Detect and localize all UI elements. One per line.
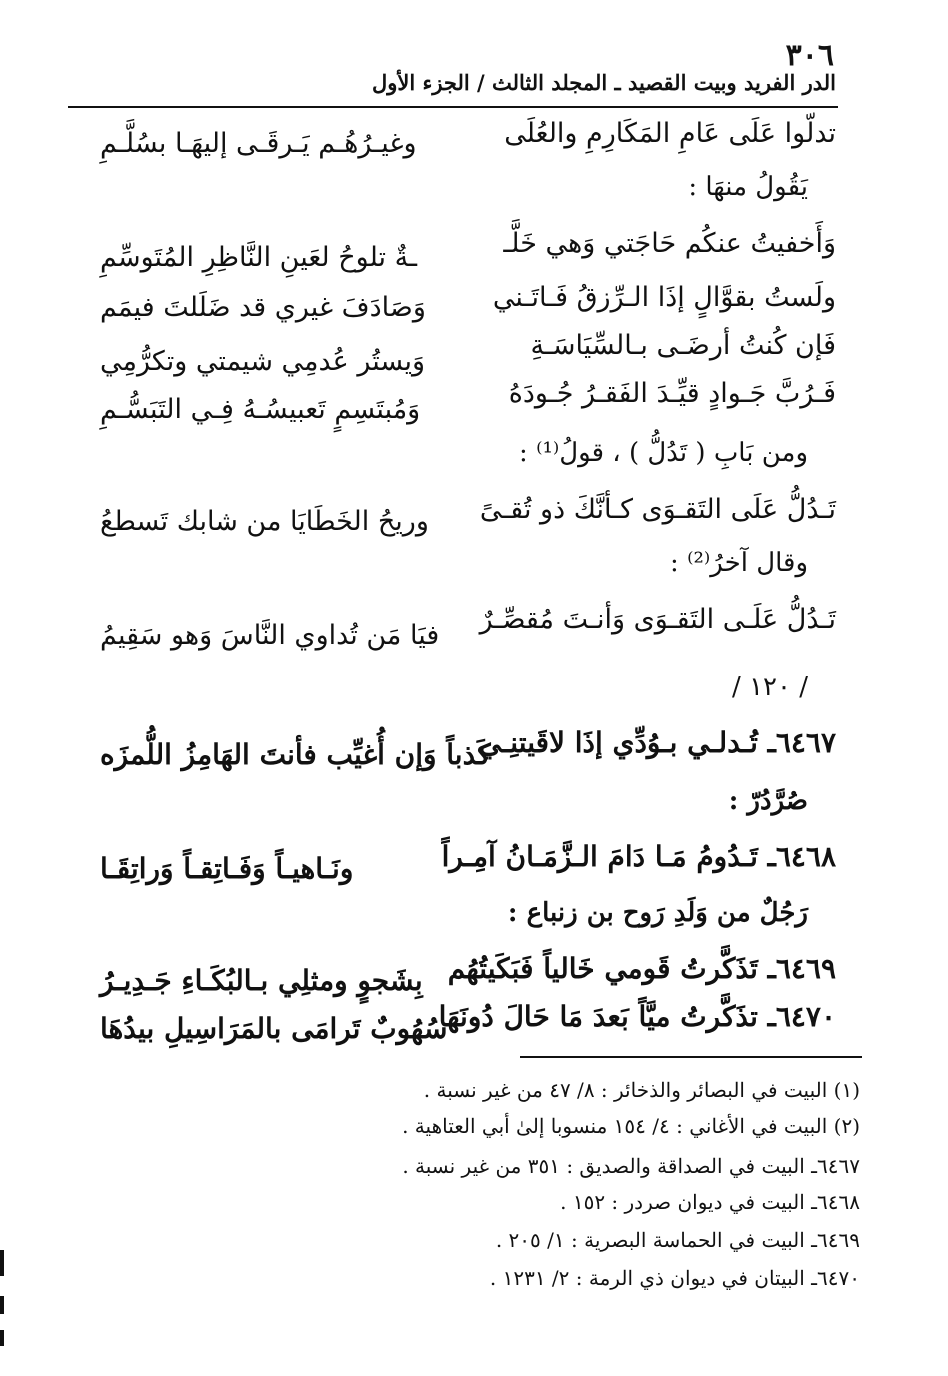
verse-7-first-hemistich: تَـدُلُّ عَلَـى التَقـوَى وَأنـتَ مُقصِّـرٌ bbox=[479, 604, 836, 635]
verse-5-first-hemistich: فَـرُبَّ جَـوادٍ قيِّـدَ الفَقـرُ جُـودَهُ bbox=[508, 378, 836, 409]
verse-6-second-hemistich: وريحُ الخَطَايَا من شابك تَسطعُ bbox=[100, 506, 429, 537]
verse-6468-second-hemistich: ونَـاهيـاً وَفَـاتِقـاً وَراتِقَـا bbox=[100, 852, 354, 885]
verse-6470-first-hemistich: ٦٤٧٠ـ تذَكَّرتُ ميَّاً بَعدَ مَا حَالَ دُونَهَا bbox=[438, 1000, 836, 1033]
verse-6467-second-hemistich: كَذباً وَإن أُغيِّب فأنتَ الهَامِزُ اللُّمزَه bbox=[100, 738, 491, 771]
poet-attribution-line: رَجُلٌ من وَلَدِ رَوح بن زنباع : bbox=[507, 898, 808, 928]
verse-6469-first-hemistich: ٦٤٦٩ـ تَذَكَّرتُ قَومي خَالياً فَبَكَيتُهُم bbox=[447, 952, 836, 985]
verse-7-second-hemistich: فيَا مَن تُداوي النَّاسَ وَهو سَقِيمُ bbox=[100, 620, 440, 651]
manuscript-folio-marker: / ١٢٠ / bbox=[732, 672, 808, 702]
verse-4-first-hemistich: فَإن كُنتُ أرضَـى بـالسِّيَاسَـةِ bbox=[530, 330, 836, 361]
prose-line-intro: يَقُولُ منهَا : bbox=[688, 172, 808, 202]
verse-2-second-hemistich: ـةٌ تلوحُ لعَينِ النَّاظِرِ المُتَوسِّمِ bbox=[100, 242, 418, 273]
verse-6467-first-hemistich: ٦٤٦٧ـ تُـدلـي بـوُدِّي إذَا لاقَيتنِـي bbox=[478, 726, 836, 759]
footnote-6467: ٦٤٦٧ـ البيت في الصداقة والصديق : ٣٥١ من غير نسبة . bbox=[402, 1154, 860, 1178]
footnote-6470: ٦٤٧٠ـ البيتان في ديوان ذي الرمة : ٢/ ١٢٣١ . bbox=[489, 1266, 860, 1290]
footnote-6469: ٦٤٦٩ـ البيت في الحماسة البصرية : ١/ ٢٠٥ . bbox=[495, 1228, 860, 1252]
verse-4-second-hemistich: وَيستُر عُدمِي شيمتي وتكرُّمِي bbox=[100, 346, 426, 377]
footnote-1: (١) البيت في البصائر والذخائر : ٨/ ٤٧ من غير نسبة . bbox=[423, 1078, 860, 1102]
scan-edge-mark bbox=[0, 1250, 4, 1276]
verse-6470-second-hemistich: سُهُوبٌ تَرامَى بالمَرَاسِيلِ بيدُهَا bbox=[100, 1012, 448, 1045]
header-rule bbox=[68, 106, 838, 108]
footnote-6468: ٦٤٦٨ـ البيت في ديوان صردر : ١٥٢ . bbox=[560, 1190, 860, 1214]
poet-name-sardar: صُرَّدُرّ : bbox=[728, 786, 808, 816]
verse-2-first-hemistich: وَأَخفيتُ عنكُم حَاجَتي وَهي خَلَّـ bbox=[503, 228, 836, 259]
footnote-separator bbox=[520, 1056, 862, 1058]
verse-1-second-hemistich: وغيـرُهُـم يَـرقَـى إليهَـا بسُلَّـمِ bbox=[100, 128, 417, 159]
verse-5-second-hemistich: وَمُبتَسِمٍ تَعبيسُـهُ فِـي التَبَسُّـمِ bbox=[100, 394, 421, 425]
verse-3-first-hemistich: ولَستُ بقوَّالٍ إذَا الـرِّزقُ فَـاتَـني bbox=[492, 282, 836, 313]
scan-edge-mark bbox=[0, 1296, 4, 1314]
scan-edge-mark bbox=[0, 1330, 4, 1346]
footnote-2: (٢) البيت في الأغاني : ٤/ ١٥٤ منسوبا إلىٰ أبي العتاهية . bbox=[402, 1114, 860, 1138]
verse-6469-second-hemistich: بِشَجوٍ ومثلِي بـالبُكَـاءِ جَـدِيـرُ bbox=[100, 964, 423, 997]
verse-6-first-hemistich: تَـدُلُّ عَلَى التَقـوَى كـأنَّكَ ذو تُقـىً bbox=[479, 494, 836, 525]
prose-line-another: وقال آخرُ⁽²⁾ : bbox=[670, 548, 808, 578]
running-title: الدر الفريد وبيت القصيد ـ المجلد الثالث / الجزء الأول bbox=[371, 70, 836, 95]
prose-line-tadullu: ومن بَابِ ( تَدُلُّ ) ، قولُ⁽¹⁾ : bbox=[519, 438, 808, 468]
verse-3-second-hemistich: وَصَادَفَ غيري قد ضَلَلتَ فيمَم bbox=[100, 292, 426, 323]
page-number: ٣٠٦ bbox=[785, 38, 834, 73]
verse-1-first-hemistich: تدلّوا عَلَى عَامِ المَكَارِمِ والعُلَى bbox=[504, 118, 836, 149]
verse-6468-first-hemistich: ٦٤٦٨ـ تَـدُومُ مَـا دَامَ الـزَّمَـانُ آمِـراً bbox=[441, 840, 836, 873]
